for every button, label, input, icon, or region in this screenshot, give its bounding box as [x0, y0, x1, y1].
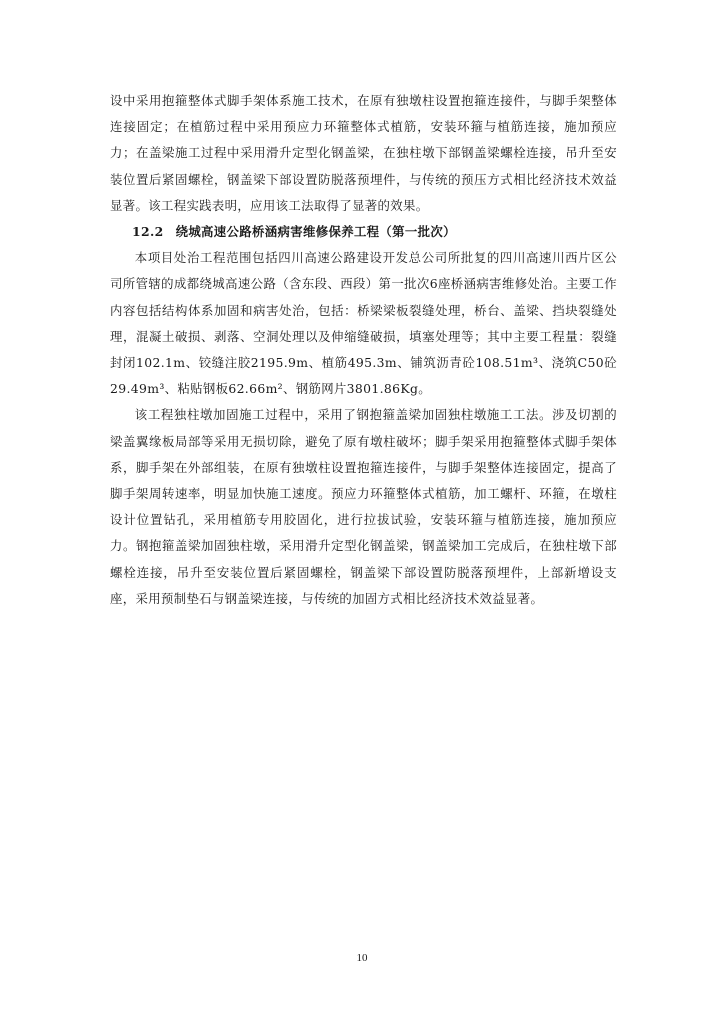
paragraph-project-scope: 本项目处治工程范围包括四川高速公路建设开发总公司所批复的四川高速川西片区公司所管辖的成都绕城高速公路（含东段、西段）第一批次6座桥涵病害维修处治。主要工作内容包括结构体系加固和病害处治，包括：桥梁梁板裂缝处理，桥台、盖梁、挡块裂缝处理，混凝土破损、剥落、空洞处理以及伸缩缝破损，填塞处理等；其中主要工程量：裂缝封闭102.1m、铰缝注胶2195.9m、植筋495.3m、铺筑沥青砼108.51m³、浇筑C50砼29.49m³、粘贴钢板62.66m²、钢筋网片3801.86Kg。: [110, 250, 617, 397]
paragraph-construction-method: 该工程独柱墩加固施工过程中，采用了钢抱箍盖梁加固独柱墩施工工法。涉及切割的梁盖翼缘板局部等采用无损切除，避免了原有墩柱破坏；脚手架采用抱箍整体式脚手架体系，脚手架在外部组装，在原有独墩柱设置抱箍连接件，与脚手架整体连接固定，提高了脚手架周转速率，明显加快施工速度。预应力环箍整体式植筋，加工螺杆、环箍，在墩柱设计位置钻孔，采用植筋专用胶固化，进行拉拔试验，安装环箍与植筋连接，施加预应力。钢抱箍盖梁加固独柱墩，采用滑升定型化钢盖梁，钢盖梁加工完成后，在独柱墩下部螺栓连接，吊升至安装位置后紧固螺栓，钢盖梁下部设置防脱落预埋件，上部新增设支座，采用预制垫石与钢盖梁连接，与传统的加固方式相比经济技术效益显著。: [110, 407, 617, 606]
section-number: 12.2: [132, 224, 164, 240]
page-number: 10: [356, 952, 368, 964]
paragraph-continuation: 设中采用抱箍整体式脚手架体系施工技术，在原有独墩柱设置抱箍连接件，与脚手架整体连接固定；在植筋过程中采用预应力环箍整体式植筋，安装环箍与植筋连接，施加预应力；在盖梁施工过程中采用滑升定型化钢盖梁，在独柱墩下部钢盖梁螺栓连接，吊升至安装位置后紧固螺栓，钢盖梁下部设置防脱落预埋件，与传统的预压方式相比经济技术效益显著。该工程实践表明，应用该工法取得了显著的效果。: [110, 93, 617, 213]
section-title: 绕城高速公路桥涵病害维修保养工程（第一批次）: [175, 224, 456, 240]
document-body: [110, 88, 617, 612]
section-heading: [110, 219, 617, 245]
